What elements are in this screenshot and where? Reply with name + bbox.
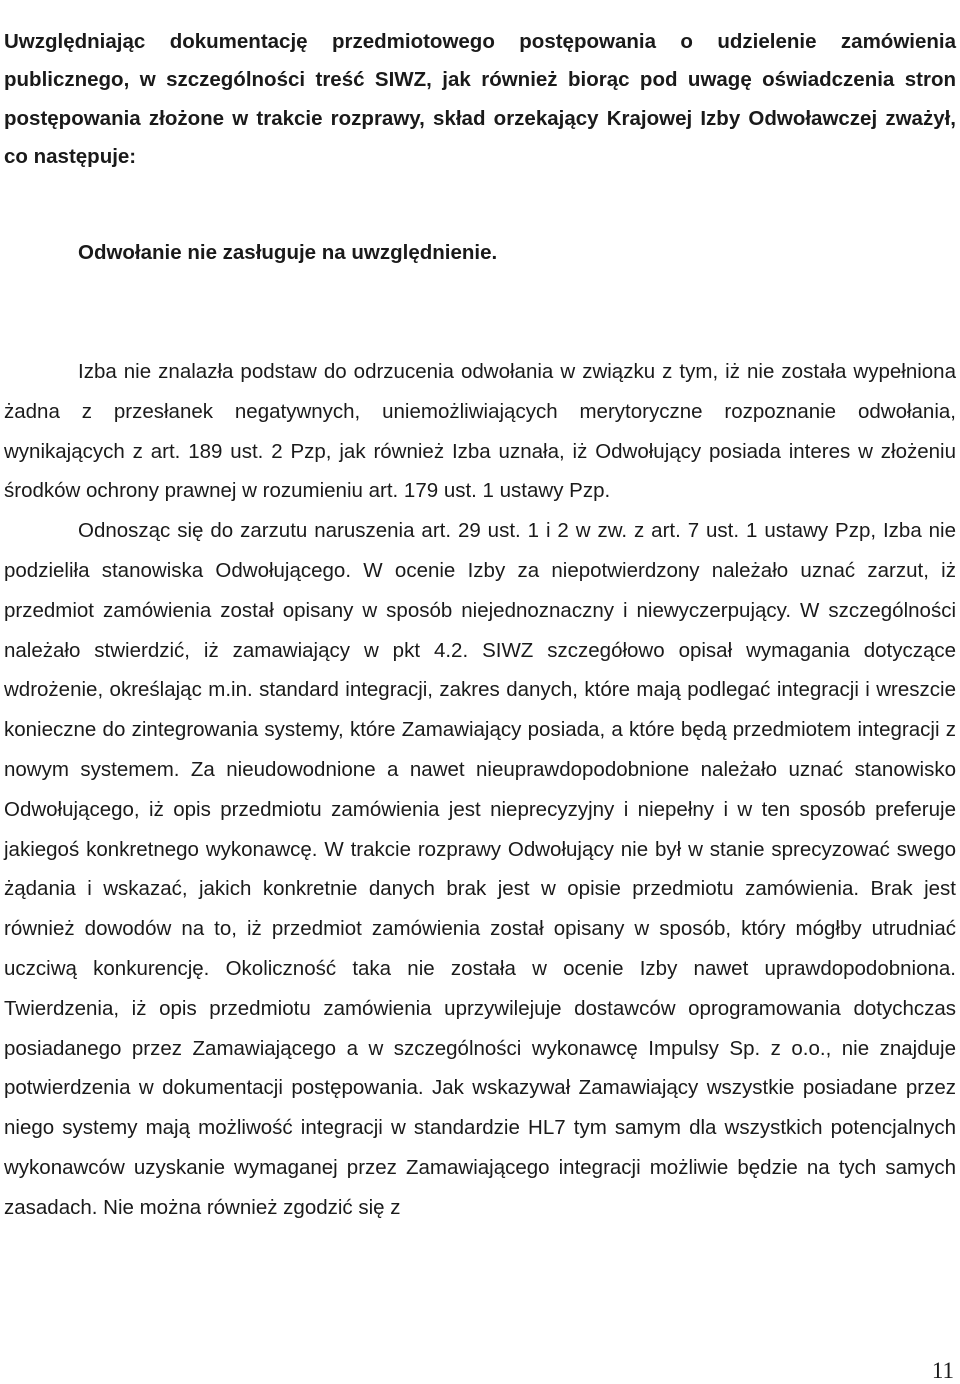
verdict-heading: Odwołanie nie zasługuje na uwzględnienie.: [78, 241, 498, 264]
intro-paragraph: Uwzględniając dokumentację przedmiotowego postępowania o udzielenie zamówienia publicznego, w szczególności treść SIWZ, jak również biorąc pod uwagę oświadczenia stron postępowania złożone w trakcie rozprawy, skład orzekający Krajowej Izby Odwoławczej zważył, co następuje:: [4, 29, 956, 168]
paragraph-reasoning: Odnosząc się do zarzutu naruszenia art. 29 ust. 1 i 2 w zw. z art. 7 ust. 1 ustawy Pzp, Izba nie podzieliła stanowiska Odwołującego. W ocenie Izby za niepotwierdzony należało uznać zarzut, iż przedmiot zamówienia został opisany w sposób niejednoznaczny i niewyczerpujący. W szczególności należało stwierdzić, iż zamawiający w pkt 4.2. SIWZ szczegółowo opisał wymagania dotyczące wdrożenie, określając m.in. standard integracji, zakres danych, które mają podlegać integracji i wreszcie konieczne do zintegrowania systemy, które Zamawiający posiada, a które będą przedmiotem integracji z nowym systemem. Za nieudowodnione a nawet nieuprawdopodobnione należało uznać stanowisko Odwołującego, iż opis przedmiotu zamówienia jest nieprecyzyjny i niepełny i w ten sposób preferuje jakiegoś konkretnego wykonawcę. W trakcie rozprawy Odwołujący nie był w stanie sprecyzować swego żądania i wskazać, jakich konkretnie danych brak jest w opisie przedmiotu zamówienia. Brak jest również dowodów na to, iż przedmiot zamówienia został opisany w sposób, który mógłby utrudniać uczciwą konkurencję. Okoliczność taka nie została w ocenie Izby nawet uprawdopodobniona. Twierdzenia, iż opis przedmiotu zamówienia uprzywilejuje dostawców oprogramowania dotychczas posiadanego przez Zamawiającego a w szczególności wykonawcę Impulsy Sp. z o.o., nie znajduje potwierdzenia w dokumentacji postępowania. Jak wskazywał Zamawiający wszystkie posiadane przez niego systemy mają możliwość integracji w standardzie HL7 tym samym dla wszystkich potencjalnych wykonawców uzyskanie wymaganej przez Zamawiającego integracji możliwie będzie na tych samych zasadach. Nie można również zgodzić się z: [4, 519, 956, 1219]
page-number: 11: [931, 1358, 954, 1383]
reasoning-section: [4, 352, 956, 1228]
paragraph-admissibility: Izba nie znalazła podstaw do odrzucenia odwołania w związku z tym, iż nie została wypełniona żadna z przesłanek negatywnych, uniemożliwiających merytoryczne rozpoznanie odwołania, wynikających z art. 189 ust. 2 Pzp, jak również Izba uznała, iż Odwołujący posiada interes w złożeniu środków ochrony prawnej w rozumieniu art. 179 ust. 1 ustawy Pzp.: [4, 360, 956, 503]
